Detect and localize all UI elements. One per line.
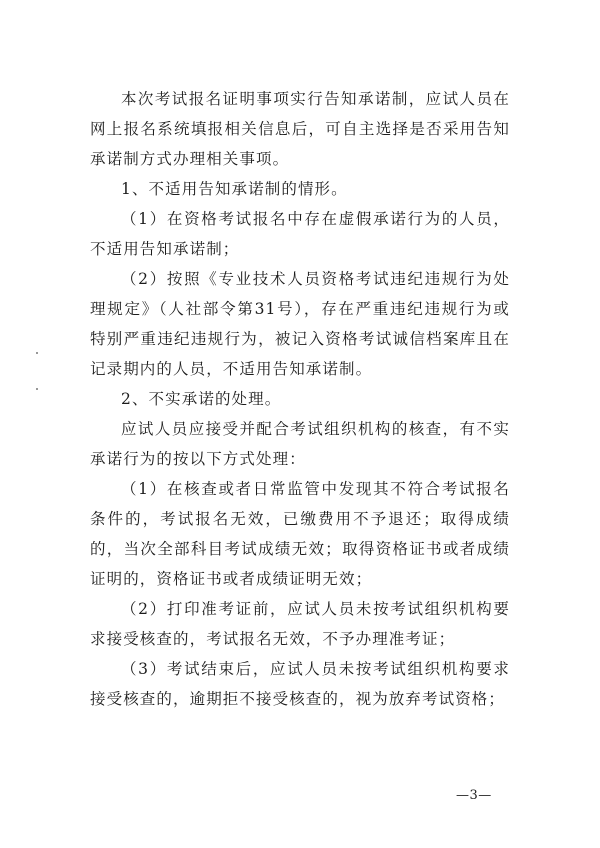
- document-body: [90, 84, 510, 714]
- section-2-item-1: （1）在核查或者日常监管中发现其不符合考试报名条件的，考试报名无效，已缴费用不予退还；取得成绩的，当次全部科目考试成绩无效；取得资格证书或者成绩证明的，资格证书或者成绩证明无效；: [90, 480, 510, 588]
- section-heading-1: 1、不适用告知承诺制的情形。: [121, 180, 348, 198]
- page-number: —3—: [456, 788, 492, 803]
- intro-paragraph: 本次考试报名证明事项实行告知承诺制，应试人员在网上报名系统填报相关信息后，可自主选择是否采用告知承诺制方式办理相关事项。: [90, 90, 510, 168]
- section-1-item-1: （1）在资格考试报名中存在虚假承诺行为的人员，不适用告知承诺制；: [90, 210, 510, 258]
- scan-speck: [36, 388, 38, 390]
- scan-speck: [36, 352, 38, 354]
- section-1-item-2: （2）按照《专业技术人员资格考试违纪违规行为处理规定》（人社部令第31号），存在严重违纪违规行为或特别严重违纪违规行为，被记入资格考试诚信档案库且在记录期内的人员，不适用告知承诺制。: [90, 270, 510, 378]
- section-2-item-2: （2）打印准考证前，应试人员未按考试组织机构要求接受核查的，考试报名无效，不予办理准考证；: [90, 600, 510, 648]
- section-heading-2: 2、不实承诺的处理。: [121, 390, 282, 408]
- section-2-item-3: （3）考试结束后，应试人员未按考试组织机构要求接受核查的，逾期拒不接受核查的，视为放弃考试资格；: [90, 660, 510, 708]
- section-2-intro: 应试人员应接受并配合考试组织机构的核查，有不实承诺行为的按以下方式处理：: [90, 420, 510, 468]
